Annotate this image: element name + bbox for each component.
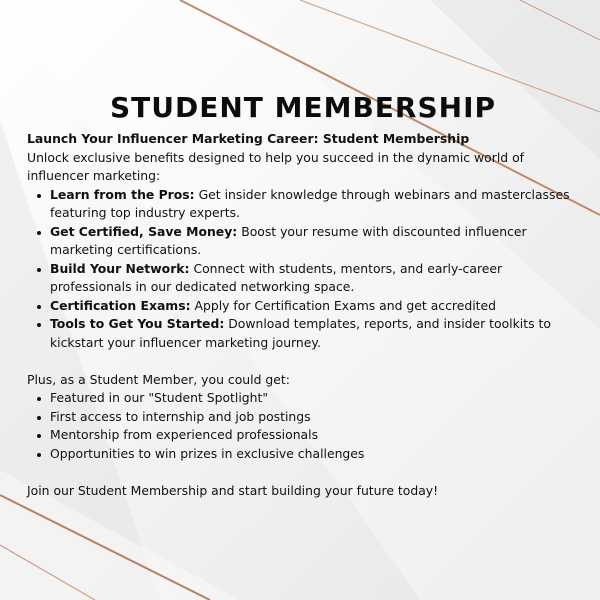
benefit-item xyxy=(50,186,579,223)
benefit-item xyxy=(50,260,579,297)
benefit-item xyxy=(50,315,579,352)
benefit-text: Connect with students, mentors, and early-career professionals in our dedicated networking space. xyxy=(50,260,503,294)
membership-content xyxy=(27,90,579,500)
perks-list xyxy=(27,389,579,463)
benefit-text: Get insider knowledge through webinars and masterclasses featuring top industry experts. xyxy=(50,186,570,220)
benefit-text: Boost your resume with discounted influencer marketing certifications. xyxy=(50,223,527,257)
subtitle: Launch Your Influencer Marketing Career: Student Membership xyxy=(27,131,470,146)
benefit-item xyxy=(50,223,579,260)
benefits-list xyxy=(27,186,579,353)
benefit-text: Download templates, reports, and insider toolkits to kickstart your influencer marketing journey. xyxy=(50,316,551,350)
perk-item: Featured in our "Student Spotlight" xyxy=(50,389,579,408)
plus-intro: Plus, as a Student Member, you could get: xyxy=(27,371,290,387)
perk-item: First access to internship and job postings xyxy=(50,408,579,427)
intro-text: Unlock exclusive benefits designed to help you succeed in the dynamic world of influencer marketing: xyxy=(27,149,525,183)
benefit-heading: Build Your Network: xyxy=(50,260,190,276)
benefit-heading: Tools to Get You Started: xyxy=(50,316,225,331)
benefit-heading: Learn from the Pros: xyxy=(50,186,195,202)
benefit-heading: Get Certified, Save Money: xyxy=(50,223,238,239)
perk-item: Opportunities to win prizes in exclusive challenges xyxy=(50,445,579,464)
benefit-text: Apply for Certification Exams and get accredited xyxy=(190,297,497,313)
perk-item: Mentorship from experienced professionals xyxy=(50,426,579,445)
benefit-heading: Certification Exams: xyxy=(50,297,191,313)
page-title: STUDENT MEMBERSHIP xyxy=(109,91,497,124)
benefit-item xyxy=(50,297,579,316)
closing-text: Join our Student Membership and start building your future today! xyxy=(27,482,439,498)
